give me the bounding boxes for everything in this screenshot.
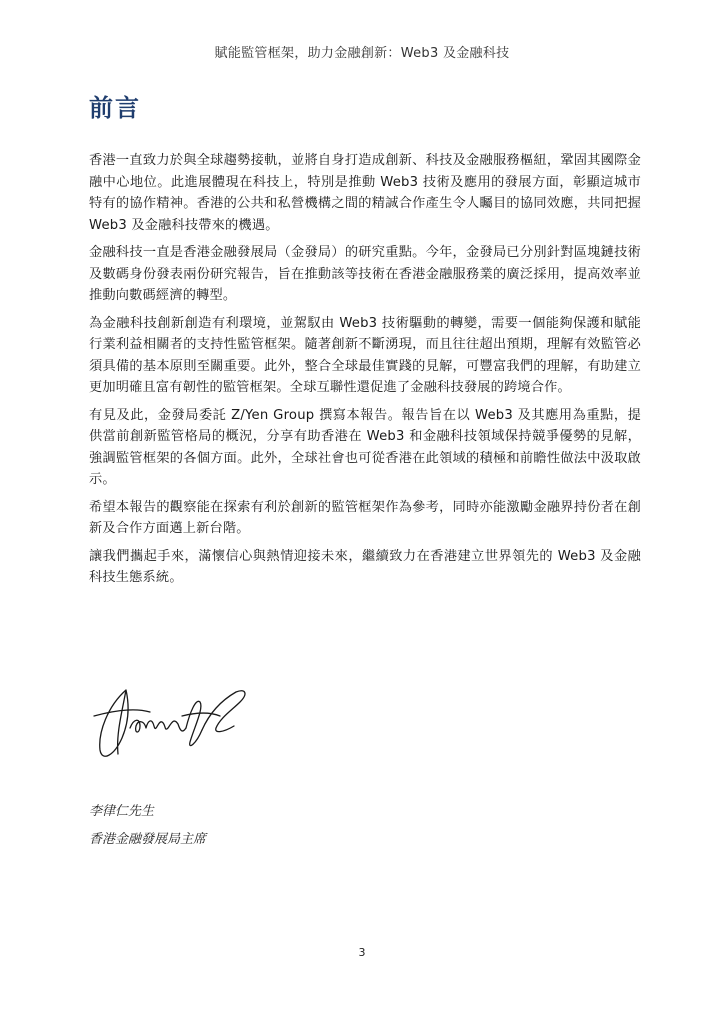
section-heading: 前言 [89, 94, 141, 122]
paragraph: 有見及此，金發局委託 Z/Yen Group 撰寫本報告。報告旨在以 Web3 及其應用為重點，提供當前創新監管格局的概況，分享有助香港在 Web3 和金融科技領域保持競爭優勢的見解，強調監管框架的各個方面。此外，全球社會也可從香港在此領域的積極和前瞻性做法中汲取啟示。 [89, 407, 641, 487]
signature-icon [86, 672, 256, 772]
signer-name: 李律仁先生 [89, 804, 155, 819]
paragraph: 香港一直致力於與全球趨勢接軌，並將自身打造成創新、科技及金融服務樞紐，鞏固其國際金融中心地位。此進展體現在科技上，特別是推動 Web3 技術及應用的發展方面，彰顯這城市特有的協作精神。香港的公共和私營機構之間的精誠合作產生令人矚目的協同效應，共同把握 Web3 及金融科技帶來的機遇。 [89, 153, 641, 233]
body-text [89, 150, 641, 595]
page-number: 3 [358, 946, 366, 959]
signer-title: 香港金融發展局主席 [89, 832, 207, 847]
paragraph: 為金融科技創新創造有利環境，並駕馭由 Web3 技術驅動的轉變，需要一個能夠保護和賦能行業利益相關者的支持性監管框架。隨著創新不斷湧現，而且往往超出預期，理解有效監管必須具備的基本原則至關重要。此外，整合全球最佳實踐的見解，可豐富我們的理解，有助建立更加明確且富有韌性的監管框架。全球互聯性還促進了金融科技發展的跨境合作。 [89, 315, 641, 395]
running-header: 賦能監管框架，助力金融創新：Web3 及金融科技 [214, 46, 510, 61]
paragraph: 讓我們攜起手來，滿懷信心與熱情迎接未來，繼續致力在香港建立世界領先的 Web3 及金融科技生態系統。 [89, 548, 641, 585]
paragraph: 金融科技一直是香港金融發展局（金發局）的研究重點。今年，金發局已分別針對區塊鏈技術及數碼身份發表兩份研究報告，旨在推動該等技術在香港金融服務業的廣泛採用，提高效率並推動向數碼經濟的轉型。 [89, 245, 641, 303]
paragraph: 希望本報告的觀察能在探索有利於創新的監管框架作為參考，同時亦能激勵金融界持份者在創新及合作方面邁上新台階。 [89, 499, 641, 536]
